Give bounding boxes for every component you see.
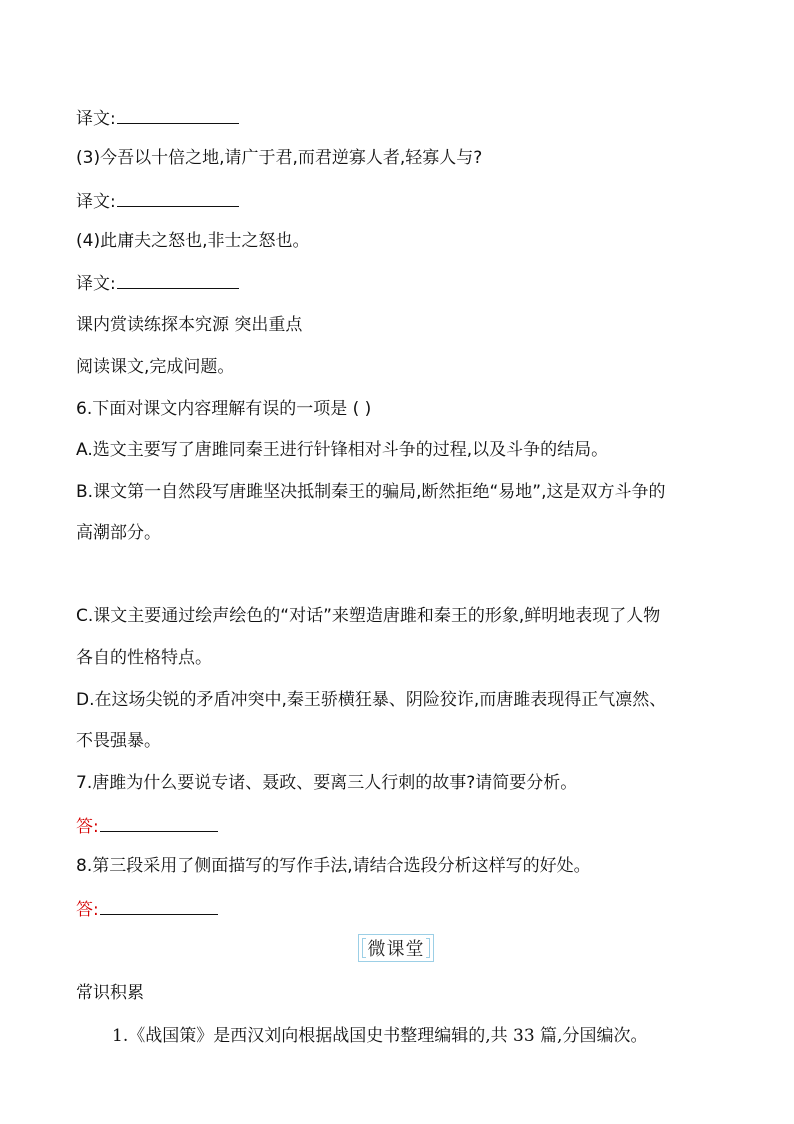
section-heading-reading: 课内赏读练探本究源 突出重点 (76, 315, 303, 335)
knowledge-heading: 常识积累 (76, 983, 144, 1003)
knowledge-item-1: 1.《战国策》是西汉刘向根据战国史书整理编辑的,共 33 篇,分国编次。 (112, 1026, 648, 1046)
translation-label: 译文: (76, 274, 116, 294)
answer-blank[interactable] (117, 188, 239, 207)
answer-blank[interactable] (100, 896, 218, 915)
option-c-line1: C.课文主要通过绘声绘色的“对话”来塑造唐雎和秦王的形象,鲜明地表现了人物 (76, 606, 661, 626)
question-8: 8.第三段采用了侧面描写的写作手法,请结合选段分析这样写的好处。 (76, 856, 591, 876)
translation-label: 译文: (76, 192, 116, 212)
option-d-line2: 不畏强暴。 (76, 731, 161, 751)
reading-instruction: 阅读课文,完成问题。 (76, 357, 235, 377)
sentence-3: (3)今吾以十倍之地,请广于君,而君逆寡人者,轻寡人与? (76, 148, 483, 168)
micro-class-title: 微课堂 (367, 939, 425, 960)
question-7: 7.唐雎为什么要说专诸、聂政、要离三人行刺的故事?请简要分析。 (76, 773, 578, 793)
answer-blank[interactable] (117, 270, 239, 289)
option-d-line1: D.在这场尖锐的矛盾冲突中,秦王骄横狂暴、阴险狡诈,而唐雎表现得正气凛然、 (76, 690, 667, 710)
answer-7 (76, 813, 218, 839)
sentence-4: (4)此庸夫之怒也,非士之怒也。 (76, 231, 310, 251)
answer-label: 答: (76, 817, 99, 837)
option-a: A.选文主要写了唐雎同秦王进行针锋相对斗争的过程,以及斗争的结局。 (76, 440, 609, 460)
translation-line-3 (76, 188, 239, 214)
translation-line-2 (76, 105, 239, 131)
question-6: 6.下面对课文内容理解有误的一项是 ( ) (76, 399, 372, 419)
option-c-line2: 各自的性格特点。 (76, 648, 212, 668)
answer-blank[interactable] (100, 813, 218, 832)
answer-8 (76, 896, 218, 922)
option-b-line1: B.课文第一自然段写唐雎坚决抵制秦王的骗局,断然拒绝“易地”,这是双方斗争的 (76, 482, 666, 502)
answer-label: 答: (76, 900, 99, 920)
translation-line-4 (76, 270, 239, 296)
micro-class-banner (358, 934, 434, 962)
option-b-line2: 高潮部分。 (76, 523, 161, 543)
translation-label: 译文: (76, 109, 116, 129)
answer-blank[interactable] (117, 105, 239, 124)
